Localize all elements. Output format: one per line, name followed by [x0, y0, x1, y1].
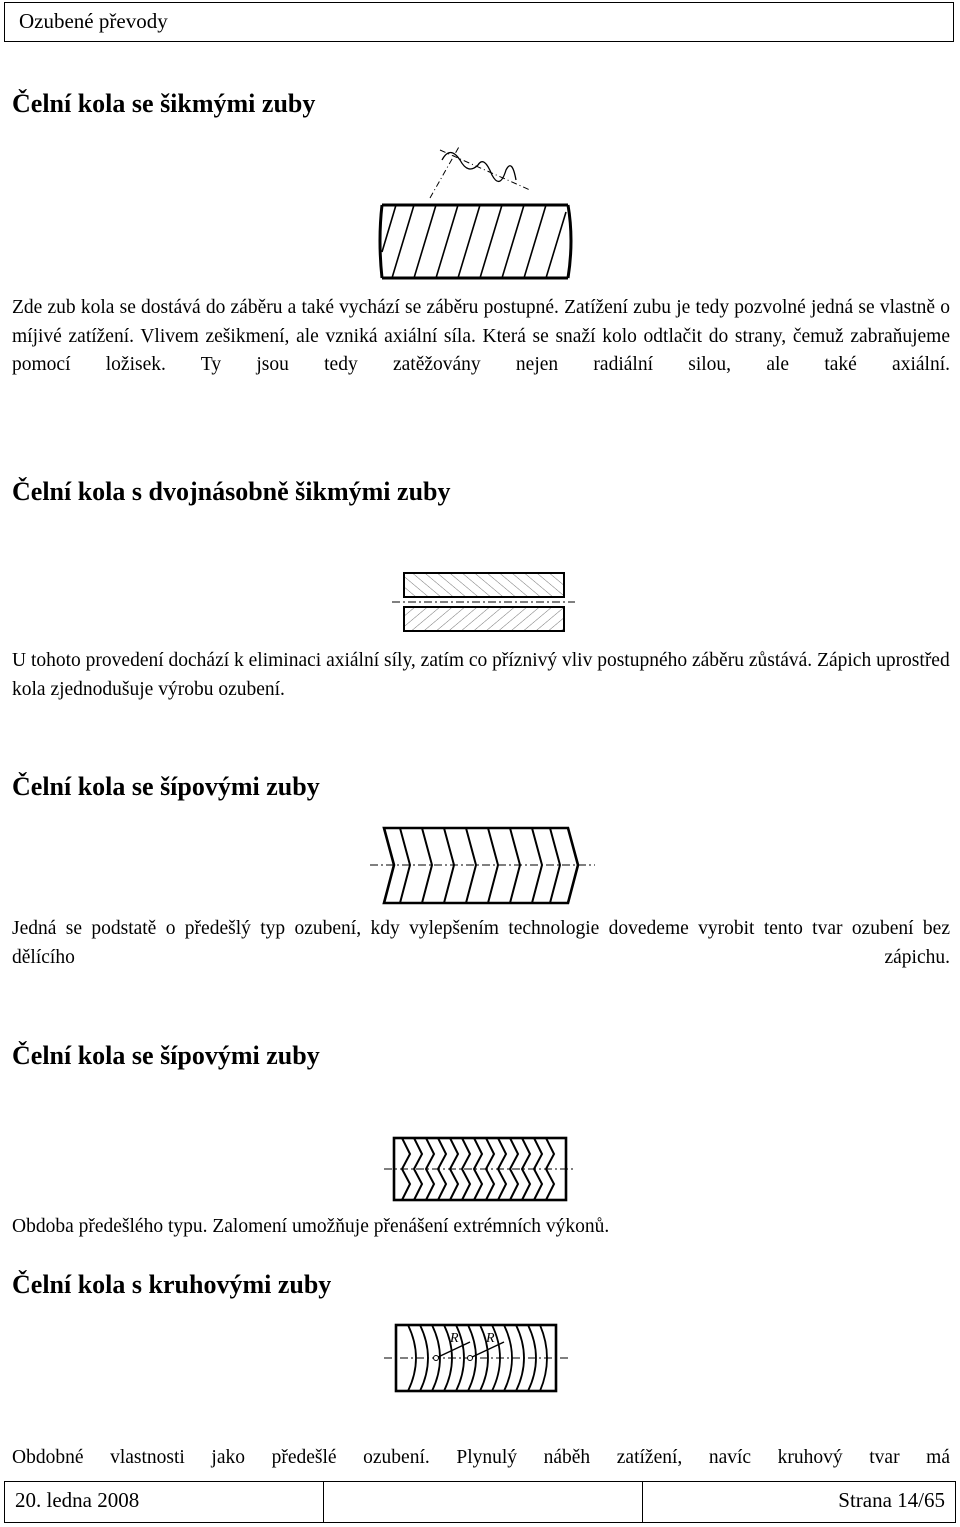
section-heading-circular: Čelní kola s kruhovými zuby: [12, 1270, 332, 1299]
section-text-herringbone: Jedná se podstatě o předešlý typ ozubení, kdy vylepšením technologie dovedeme vyrobit tento tvar ozubení bez dělícího zápichu.: [12, 918, 950, 968]
double-helical-gear-figure: [390, 565, 575, 635]
section-heading-double-helical: Čelní kola s dvojnásobně šikmými zuby: [12, 477, 451, 506]
footer-page-number: Strana 14/65: [838, 1488, 945, 1512]
footer-date: 20. ledna 2008: [15, 1488, 140, 1512]
section-text-double-helical: U tohoto provedení dochází k eliminaci axiální síly, zatím co příznivý vliv postupného záběru zůstává. Zápich uprostřed kola zjednodušuje výrobu ozubení.: [12, 650, 950, 700]
header-title: Ozubené převody: [19, 9, 168, 33]
section-text-zigzag: Obdoba předešlého typu. Zalomení umožňuje přenášení extrémních výkonů.: [12, 1216, 610, 1237]
radius-label-2: R: [486, 1331, 495, 1346]
section-text-helical: Zde zub kola se dostává do záběru a také vychází se záběru postupné. Zatížení zubu je tedy pozvolné jedná se vlastně o míjivé zatížení. Vlivem zešikmení, ale vzniká axiální síla. Která se snaží kolo odtlačit do strany, čemuž zabraňujeme pomocí ložisek. Ty jsou tedy zatěžovány nejen radiální silou, ale také axiální.: [12, 297, 950, 375]
zigzag-gear-figure: [384, 1135, 574, 1205]
section-heading-herringbone: Čelní kola se šípovými zuby: [12, 772, 320, 801]
section-heading-helical: Čelní kola se šikmými zuby: [12, 89, 316, 118]
herringbone-gear-figure: [370, 825, 595, 907]
helical-gear-figure: [370, 140, 585, 282]
page-header: [4, 2, 954, 42]
section-heading-zigzag: Čelní kola se šípovými zuby: [12, 1041, 320, 1070]
page-footer: [4, 1481, 956, 1523]
circular-gear-figure: [384, 1322, 569, 1394]
section-text-circular: Obdobné vlastnosti jako předešlé ozubení. Plynulý náběh zatížení, navíc kruhový tvar má: [12, 1447, 950, 1468]
radius-label-1: R: [450, 1331, 459, 1346]
